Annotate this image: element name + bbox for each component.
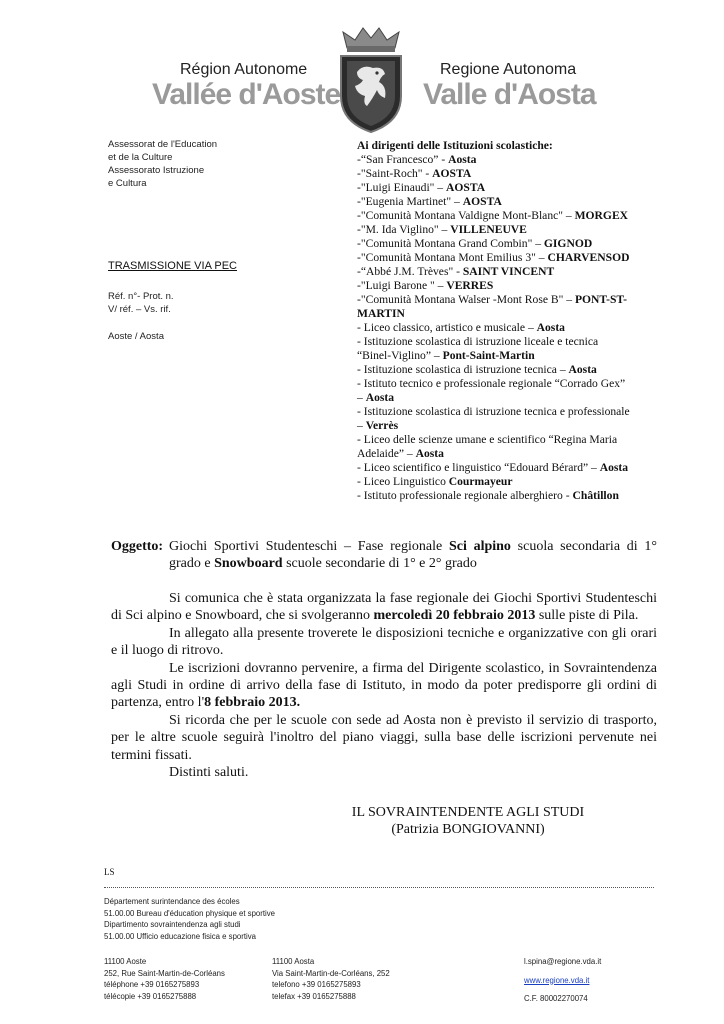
reference-line: Réf. n°- Prot. n. — [108, 291, 174, 302]
subject-label: Oggetto: — [111, 539, 164, 554]
recipient-text: -"Comunità Montana Valdigne Mont-Blanc" – — [357, 209, 575, 222]
recipient-text: -"Comunità Montana Walser -Mont Rose B" – — [357, 293, 575, 306]
subject-line-2 — [111, 555, 657, 572]
recipient-location: MARTIN — [357, 307, 405, 320]
recipient-text: -“Abbé J.M. Trèves" - — [357, 265, 463, 278]
recipient-item — [357, 419, 657, 433]
footer-address-fr — [104, 956, 225, 1002]
recipients-heading: Ai dirigenti delle Istituzioni scolastiche: — [357, 139, 553, 152]
subject-line-1 — [169, 538, 657, 555]
recipient-location: Aosta — [365, 391, 395, 404]
signature-block — [346, 804, 590, 839]
recipient-location: Pont-Saint-Martin — [442, 349, 535, 362]
recipient-text: -“San Francesco” - — [357, 153, 449, 166]
recipient-text: - Liceo classico, artistico e musicale – — [357, 321, 537, 334]
department-block — [108, 138, 217, 190]
recipient-item — [357, 433, 657, 447]
recipient-location: Aosta — [536, 321, 565, 334]
recipient-item — [357, 195, 657, 209]
subject-emphasis: Sci alpino — [448, 539, 511, 554]
recipient-item — [357, 349, 657, 363]
subject-block — [111, 538, 657, 573]
paragraph-text: Le iscrizioni dovranno pervenire, a firma del Dirigente scolastico, in Sovraintendenza agli Studi in ordine di arrivo della fase di Istituto, in modo da poter predisporre gli ordini di partenza, entro l' — [111, 660, 657, 711]
recipient-text: -"Saint-Roch" - — [357, 167, 433, 180]
recipient-item — [357, 321, 657, 335]
reference-line: V/ réf. – Vs. rif. — [108, 304, 171, 315]
signature-name: (Patrizia BONGIOVANNI) — [391, 822, 545, 838]
recipient-item — [357, 167, 657, 181]
recipient-location: Aosta — [448, 153, 477, 166]
footer-line: 11100 Aoste — [104, 957, 147, 966]
recipient-text: -"Luigi Einaudi" – — [357, 181, 446, 194]
recipient-item — [357, 153, 657, 167]
letter-body — [111, 590, 657, 781]
header-left-line2: Vallée d'Aoste — [152, 78, 341, 111]
recipient-text: -"Comunità Montana Mont Emilius 3" – — [357, 251, 548, 264]
footer-line: telefax +39 0165275888 — [272, 991, 356, 1001]
subject-text: Giochi Sportivi Studenteschi – Fase regionale — [169, 539, 449, 554]
recipient-text: “Binel-Viglino” – — [357, 349, 443, 362]
footer-dept-line: Dipartimento sovraintendenza agli studi — [104, 920, 241, 929]
paragraph-text: sulle piste di Pila. — [535, 608, 639, 624]
recipient-text: - Istituzione scolastica di istruzione tecnica – — [357, 363, 569, 376]
recipient-item — [357, 279, 657, 293]
department-line: Assessorat de l'Education — [108, 139, 218, 150]
recipients-block — [357, 139, 657, 503]
footer-line: 252, Rue Saint-Martin-de-Corléans — [104, 968, 225, 978]
recipient-text: - Istituto professionale regionale alberghiero - — [357, 489, 573, 502]
recipient-location: Verrès — [365, 419, 399, 432]
recipient-item — [357, 223, 657, 237]
recipient-text: - Istituto tecnico e professionale regionale “Corrado Gex” — [357, 377, 626, 390]
subject-text: scuola secondaria di 1° — [510, 539, 658, 554]
event-date: mercoledì 20 febbraio 2013 — [373, 608, 536, 624]
transmission-label: TRASMISSIONE VIA PEC — [108, 260, 237, 272]
initials: LS — [104, 867, 115, 877]
recipient-location: AOSTA — [432, 167, 472, 180]
recipient-location: Aosta — [415, 447, 444, 460]
recipients-list — [357, 153, 657, 503]
recipient-text: - Liceo Linguistico — [357, 475, 449, 488]
recipient-location: Châtillon — [572, 489, 619, 502]
recipient-item — [357, 377, 657, 391]
footer-contacts — [524, 956, 601, 1005]
recipient-text: – — [357, 419, 366, 432]
subject-text: grado e — [169, 556, 215, 572]
paragraph-attachment: In allegato alla presente troverete le disposizioni tecniche e organizzative con gli orari e il luogo di ritrovo. — [111, 625, 657, 659]
footer-line: telefono +39 0165275893 — [272, 980, 361, 989]
recipient-location: VERRES — [446, 279, 494, 292]
footer-line: télécopie +39 0165275888 — [104, 991, 197, 1001]
paragraph-text: Si comunica che è stata organizzata la fase regionale dei Giochi Sportivi Studenteschi di Sci alpino e Snowboard, che si svolgeranno — [111, 591, 657, 624]
recipient-text: - Istituzione scolastica di istruzione tecnica e professionale — [357, 405, 630, 418]
recipient-location: PONT-ST- — [574, 293, 627, 306]
header-left-line1: Région Autonome — [180, 61, 308, 78]
header-right-line2: Valle d'Aosta — [423, 78, 596, 111]
department-line: Assessorato Istruzione — [108, 165, 205, 176]
paragraph-registration — [111, 660, 657, 712]
recipient-item — [357, 475, 657, 489]
email-address: l.spina@regione.vda.it — [524, 957, 602, 966]
recipient-location: CHARVENSOD — [547, 251, 630, 264]
recipient-item — [357, 307, 657, 321]
fiscal-code: C.F. 80002270074 — [524, 994, 588, 1003]
recipient-text: Adelaide” – — [357, 447, 416, 460]
footer-dept-line: 51.00.00 Bureau d'éducation physique et sportive — [104, 908, 275, 918]
recipient-location: VILLENEUVE — [450, 223, 527, 236]
footer-divider — [104, 887, 654, 888]
paragraph-event — [111, 590, 657, 625]
closing-greeting: Distinti saluti. — [169, 765, 249, 781]
recipient-location: GIGNOD — [543, 237, 593, 250]
recipient-text: -"Eugenia Martinet" – — [357, 195, 463, 208]
footer-department — [104, 896, 275, 942]
recipient-item — [357, 181, 657, 195]
recipient-item — [357, 363, 657, 377]
recipient-location: Aosta — [568, 363, 597, 376]
paragraph-transport: Si ricorda che per le scuole con sede ad Aosta non è previsto il servizio di trasporto, per le altre scuole seguirà l'inoltro del piano viaggi, sulla base delle iscrizioni pervenute nei termini fissati. — [111, 712, 657, 763]
subject-emphasis: Snowboard — [214, 556, 283, 572]
recipient-item — [357, 209, 657, 223]
recipient-text: -"Luigi Barone " – — [357, 279, 447, 292]
deadline-date: 8 febbraio 2013. — [204, 695, 301, 711]
recipient-item — [357, 447, 657, 461]
recipient-location: SAINT VINCENT — [462, 265, 555, 278]
recipient-text: -"M. Ida Viglino" – — [357, 223, 451, 236]
website-link[interactable]: www.regione.vda.it — [524, 975, 590, 985]
header-right-line1: Regione Autonoma — [440, 61, 577, 78]
recipient-text: -"Comunità Montana Grand Combin" – — [357, 237, 544, 250]
department-line: et de la Culture — [108, 152, 173, 163]
recipient-item — [357, 405, 657, 419]
place-label: Aoste / Aosta — [108, 331, 164, 342]
footer-address-it — [272, 956, 390, 1002]
recipient-location: Aosta — [599, 461, 629, 474]
recipient-location: AOSTA — [446, 181, 486, 194]
recipient-location: Courmayeur — [448, 475, 513, 488]
footer-dept-line: 51.00.00 Ufficio educazione fisica e sportiva — [104, 931, 256, 941]
recipient-item — [357, 265, 657, 279]
recipient-item — [357, 293, 657, 307]
footer-dept-line: Département surintendance des écoles — [104, 897, 240, 906]
footer-line: 11100 Aosta — [272, 957, 315, 966]
recipient-item — [357, 251, 657, 265]
recipient-item — [357, 335, 657, 349]
recipient-text: - Istituzione scolastica di istruzione liceale e tecnica — [357, 335, 599, 348]
subject-text: scuole secondarie di 1° e 2° grado — [282, 556, 477, 572]
recipient-location: MORGEX — [574, 209, 629, 222]
coat-of-arms-logo — [333, 26, 409, 134]
recipient-item — [357, 237, 657, 251]
department-line: e Cultura — [108, 178, 147, 189]
signature-title: IL SOVRAINTENDENTE AGLI STUDI — [351, 805, 585, 820]
recipient-item — [357, 391, 657, 405]
recipient-item — [357, 489, 657, 503]
footer-line: téléphone +39 0165275893 — [104, 980, 200, 989]
recipient-text: – — [357, 391, 366, 404]
recipient-text: - Liceo scientifico e linguistico “Edouard Bérard” – — [357, 461, 600, 474]
recipient-item — [357, 461, 657, 475]
recipient-text: - Liceo delle scienze umane e scientifico “Regina Maria — [357, 433, 618, 446]
recipient-location: AOSTA — [462, 195, 502, 208]
footer-line: Via Saint-Martin-de-Corléans, 252 — [272, 968, 390, 978]
reference-block — [108, 290, 174, 316]
